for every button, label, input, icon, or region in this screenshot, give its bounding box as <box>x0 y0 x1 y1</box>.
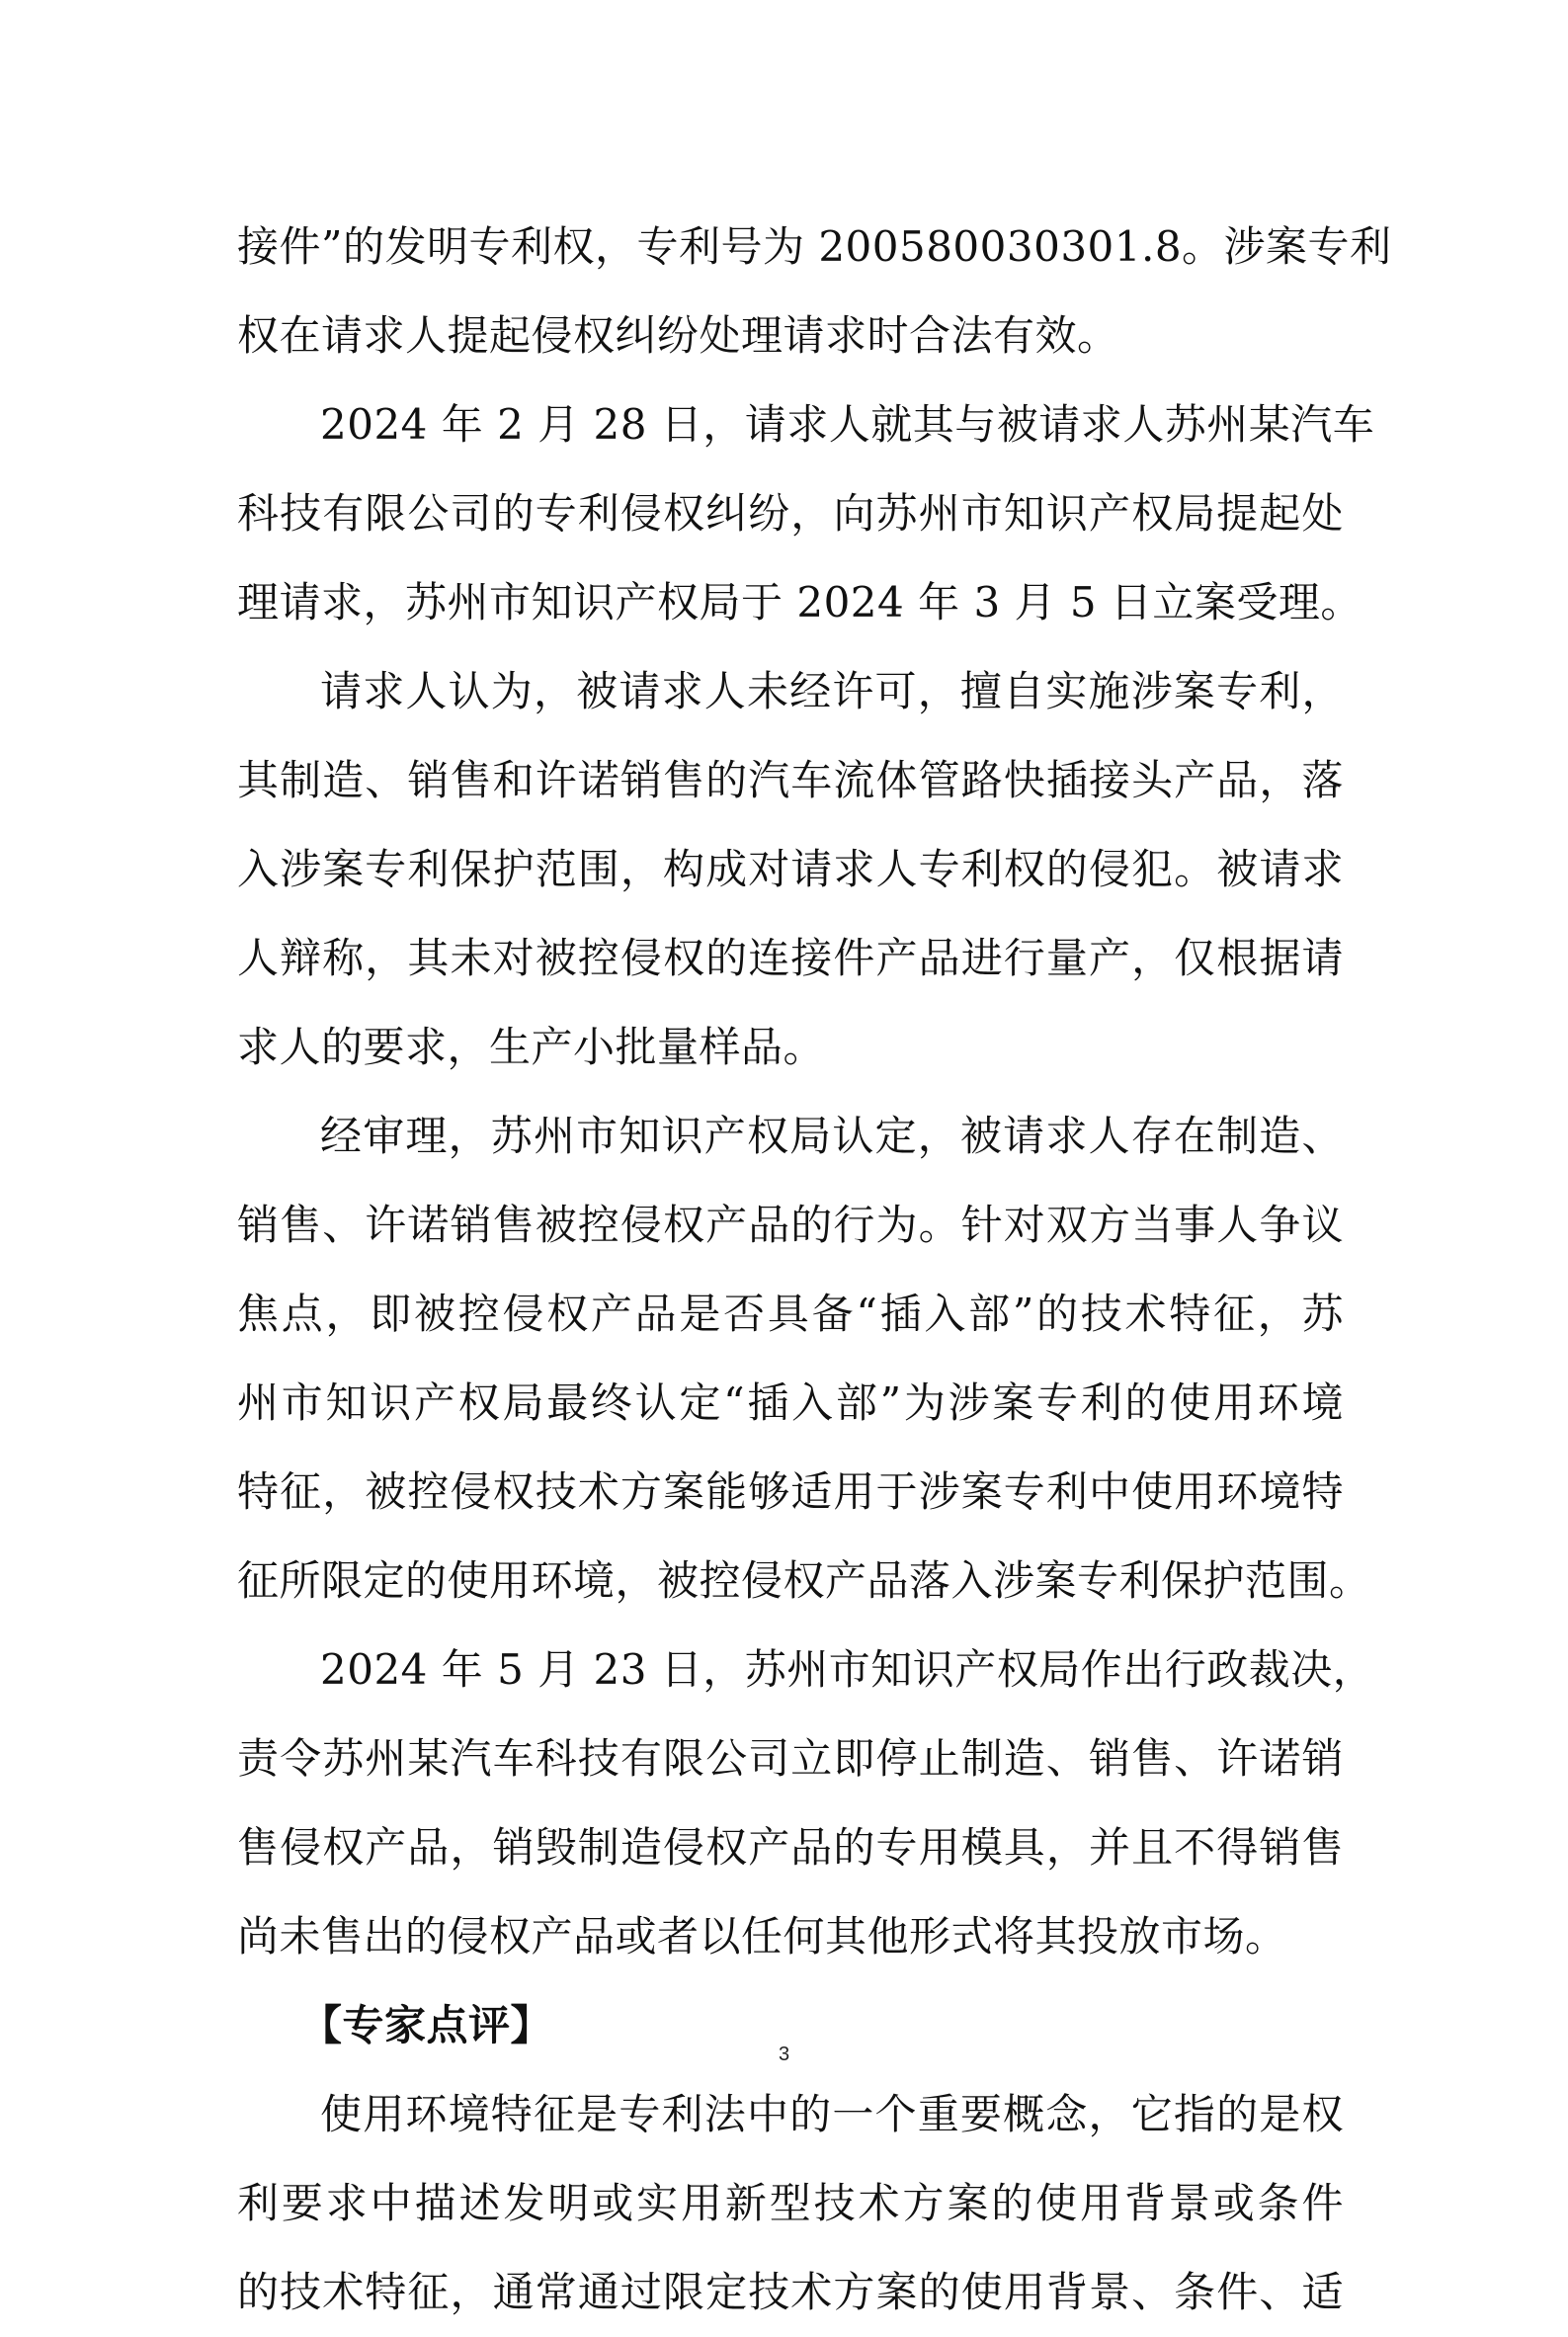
text-line: 责令苏州某汽车科技有限公司立即停止制造、销售、许诺销 <box>237 1734 1344 1783</box>
text-line: 入涉案专利保护范围，构成对请求人专利权的侵犯。被请求 <box>237 845 1344 893</box>
text-line: 销售、许诺销售被控侵权产品的行为。针对双方当事人争议 <box>237 1201 1344 1249</box>
text-line: 权在请求人提起侵权纠纷处理请求时合法有效。 <box>237 311 1119 360</box>
text-line: 焦点，即被控侵权产品是否具备“插入部”的技术特征，苏 <box>237 1290 1344 1338</box>
text-line: 接件”的发明专利权，专利号为 200580030301.8。涉案专利 <box>237 222 1392 271</box>
text-line: 利要求中描述发明或实用新型技术方案的使用背景或条件 <box>237 2179 1344 2227</box>
text-line: 其制造、销售和许诺销售的汽车流体管路快插接头产品，落 <box>237 756 1344 804</box>
text-line: 求人的要求，生产小批量样品。 <box>237 1023 826 1071</box>
body-text <box>237 203 1392 2337</box>
text-line: 请求人认为，被请求人未经许可，擅自实施涉案专利， <box>320 667 1344 715</box>
text-line: 尚未售出的侵权产品或者以任何其他形式将其投放市场。 <box>237 1912 1287 1961</box>
text-line: 特征，被控侵权技术方案能够适用于涉案专利中使用环境特 <box>237 1467 1344 1516</box>
text-line: 经审理，苏州市知识产权局认定，被请求人存在制造、 <box>320 1112 1344 1160</box>
text-line: 人辩称，其未对被控侵权的连接件产品进行量产，仅根据请 <box>237 934 1344 982</box>
text-line: 州市知识产权局最终认定“插入部”为涉案专利的使用环境 <box>237 1378 1344 1427</box>
text-line: 的技术特征，通常通过限定技术方案的使用背景、条件、适 <box>237 2268 1344 2316</box>
text-line: 理请求，苏州市知识产权局于 2024 年 3 月 5 日立案受理。 <box>237 578 1362 626</box>
page-number: 3 <box>778 2044 790 2065</box>
text-line: 售侵权产品，销毁制造侵权产品的专用模具，并且不得销售 <box>237 1823 1344 1872</box>
text-line: 2024 年 2 月 28 日，请求人就其与被请求人苏州某汽车 <box>320 400 1375 449</box>
text-line: 使用环境特征是专利法中的一个重要概念，它指的是权 <box>320 2090 1344 2138</box>
section-heading: 【专家点评】 <box>300 2001 553 2049</box>
text-line: 科技有限公司的专利侵权纠纷，向苏州市知识产权局提起处 <box>237 489 1344 538</box>
text-line: 征所限定的使用环境，被控侵权产品落入涉案专利保护范围。 <box>237 1556 1371 1605</box>
text-line: 2024 年 5 月 23 日，苏州市知识产权局作出行政裁决， <box>320 1645 1375 1694</box>
